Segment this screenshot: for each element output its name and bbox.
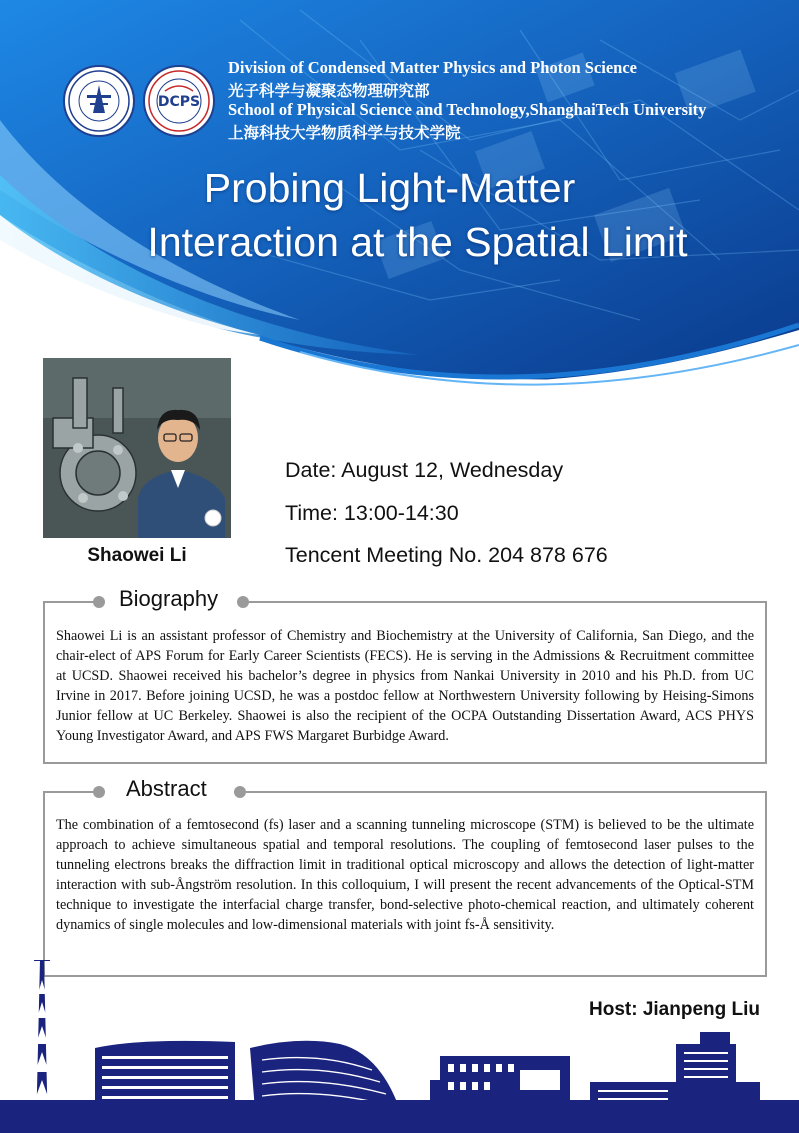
- abstract-section: [43, 776, 767, 977]
- talk-title-line-1: Probing Light-Matter: [203, 165, 576, 211]
- section-rule: [249, 601, 767, 603]
- section-rule: [43, 601, 95, 603]
- campus-skyline: [0, 960, 799, 1133]
- speaker-name: Shaowei Li: [87, 545, 187, 566]
- talk-title-line-2: Interaction at the Spatial Limit: [147, 219, 688, 265]
- biography-section: [43, 586, 767, 764]
- section-bullet: [93, 596, 105, 608]
- campus-building: [250, 1041, 400, 1110]
- section-bullet: [234, 786, 246, 798]
- campus-building: [95, 1041, 235, 1110]
- section-bullet: [237, 596, 249, 608]
- abstract-heading: Abstract: [126, 776, 207, 801]
- school-name-cn: 上海科技大学物质科学与技术学院: [228, 124, 461, 142]
- host-name: Host: Jianpeng Liu: [589, 999, 760, 1020]
- speaker-photo: [43, 358, 231, 538]
- talk-time: Time: 13:00-14:30: [285, 501, 459, 525]
- division-name-en: Division of Condensed Matter Physics and Photon Science: [228, 58, 638, 77]
- talk-date: Date: August 12, Wednesday: [285, 458, 564, 482]
- abstract-text: The combination of a femtosecond (fs) laser and a scanning tunneling microscope (STM) is believed to be the ultimate approach to achieve simultaneous spatial and temporal resolutions. The coupling of femtosecond laser pulses to the tunneling electrons breaks the diffraction limit in traditional optical microscopy and allows the detection of light-matter interaction with sub-Ångström resolution. In this colloquium, I will present the recent advancements of the Optical-STM technique to investigate the interfacial charge transfer, bond-selective photo-chemical reaction, and ultimately coherent dynamics of single molecules and low-dimensional materials with joint fs-Å sensitivity.: [56, 817, 754, 933]
- campus-building: [590, 1032, 760, 1110]
- section-rule: [246, 791, 767, 793]
- school-name-en: School of Physical Science and Technology,ShanghaiTech University: [228, 100, 707, 119]
- section-rule: [43, 791, 95, 793]
- header-banner: [0, 0, 799, 400]
- biography-heading: Biography: [119, 586, 219, 611]
- biography-text: Shaowei Li is an assistant professor of Chemistry and Biochemistry at the University of California, San Diego, and the chair-elect of APS Forum for Early Career Scientists (FECS). He is serving in the Admissions & Recruitment committee at UCSD. Shaowei received his bachelor’s degree in physics from Nankai University in 2010 and his Ph.D. from UC Irvine in 2017. Before joining UCSD, he was a postdoc fellow at Northwestern University following by Heising-Simons Junior fellow at UC Berkeley. Shaowei is also the recipient of the OCPA Outstanding Dissertation Award, ACS PHYS Young Investigator Award, and APS FWS Margaret Burbidge Award.: [56, 628, 754, 744]
- section-bullet: [93, 786, 105, 798]
- division-name-cn: 光子科学与凝聚态物理研究部: [228, 82, 430, 100]
- meeting-number: Tencent Meeting No. 204 878 676: [285, 543, 608, 567]
- division-logo: [143, 65, 215, 137]
- shanghaitech-logo: [63, 65, 135, 137]
- division-logo-lettering: DCPS: [157, 94, 201, 110]
